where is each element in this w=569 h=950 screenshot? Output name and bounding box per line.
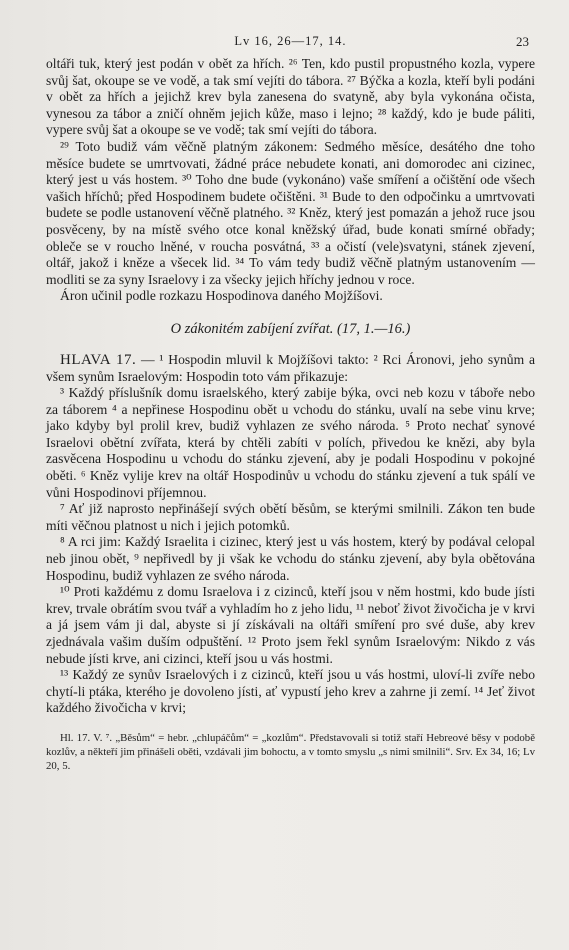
paragraph-verses-26-28: oltáři tuk, který jest podán v obět za hřích. ²⁶ Ten, kdo pustil propustného kozla, vypere svůj šat, okoupe se ve vodě, a tak smí vejíti do tábora. ²⁷ Býčka a kozla, kteří byli podáni v obět za hřích a jejichž krev byla zanesena do svatyně, aby byla vykonána očista, vynesou za tábor a zničí ohněm jejich kůže, maso i lejno; ²⁸ každý, kdo je bude páliti, vypere svůj šat a okoupe se ve vodě; tak smí vejíti do tábora. xyxy=(46,56,535,138)
section-title: O zákonitém zabíjení zvířat. (17, 1.—16.) xyxy=(170,320,411,337)
paragraph-aaron-obeyed: Áron učinil podle rozkazu Hospodinova daného Mojžíšovi. xyxy=(60,288,383,304)
running-header xyxy=(46,34,535,56)
paragraph-verses-13-14: ¹³ Každý ze synův Israelových i z cizinců, kteří jsou u vás hostmi, uloví-li zvíře nebo chytí-li ptáka, kterého je dovoleno jísti, ať vypustí jeho krev a zahrne ji zemí. ¹⁴ Jeť život každého živočicha v krvi; xyxy=(46,667,535,716)
page-body xyxy=(46,56,535,717)
footnote-text: Hl. 17. V. ⁷. „Běsům“ = hebr. „chlupáčům“ = „kozlům“. Představovali si totiž staří Hebreové běsy v podobě kozlův, a někteří jim přinášeli oběti, vzdávali jim bohoctu, a v tomto smyslu „s nimi smilnili“. Srv. Ex 34, 16; Lv 20, 5. xyxy=(46,731,535,772)
paragraph-verses-29-34: ²⁹ Toto budiž vám věčně platným zákonem: Sedmého měsíce, desátého dne toho měsíce budete se umrtvovati, žádné práce nebudete konati, ani domorodec ani cizinec, který jest u vás hostem. ³⁰ Toho dne bude (vykonáno) vaše smíření a očištění ode všech vašich hříchů; před Hospodinem budete očištěni. ³¹ Bude to den odpočinku a umrtvovati budete se podle ustanovení věčně platného. ³² Kněz, který jest pomazán a jehož ruce jsou posvěceny, by na místě svého otce konal kněžský úřad, bude konati smírné obřady; obleče se v roucho lněné, v roucha posvátná, ³³ a očistí (vele)svatyni, stánek zjevení, oltář, jakož i kněze a všecek lid. ³⁴ To vám tedy budiž věčně platným ustanovením — modliti se za syny Israelovy i za všecky jejich hříchy jednou v roce. xyxy=(46,138,535,287)
footnote xyxy=(46,731,535,773)
paragraph-verses-10-12: ¹⁰ Proti každému z domu Israelova i z cizinců, kteří jsou v něm hostmi, kdo bude jísti krev, trvale obrátím svou tvář a vyhladím ho z jeho lidu, ¹¹ neboť život živočicha je v krvi a já jsem vám ji dal, abyste si jí získávali na oltáři smíření pro své duše, aby krev zjednávala vašim duším odpuštění. ¹² Proto jsem řekl synům Israelovým: Nikdo z vás nebude jísti krve, ani cizinci, kteří jsou u vás hostmi. xyxy=(46,584,535,666)
running-title: Lv 16, 26—17, 14. xyxy=(234,34,347,48)
page-number: 23 xyxy=(516,34,529,49)
paragraph-verses-3-6: ³ Každý příslušník domu israelského, který zabije býka, ovci neb kozu v táboře nebo za táborem ⁴ a nepřinese Hospodinu obět u vchodu do stánku, uvalí na sebe vinu krve; jako kdyby byl prolil krev, budiž vyhlazen ze svého národa. ⁵ Proto nechať synové Israelovi obětní zvířata, která by chtěli zabíti v polích, přivedou ke knězi, aby byla zasvěcena Hospodinu u vchodu do stánku zjevení, aby je podali Hospodinu v pokojné oběti. ⁶ Kněz vylije krev na oltář Hospodinův u vchodu do stánku zjevení a tuk spálí ve vůni Hospodinovi příjemnou. xyxy=(46,385,535,500)
chapter-intro xyxy=(46,352,535,385)
chapter-intro-text: — ¹ Hospodin mluvil k Mojžíšovi takto: ² Rci Áronovi, jeho synům a všem synům Israelovým: Hospodin toto vám přikazuje: xyxy=(46,351,535,384)
chapter-label: HLAVA 17. xyxy=(60,351,137,368)
paragraph-verses-8-9: ⁸ A rci jim: Každý Israelita i cizinec, který jest u vás hostem, který by podával celopal neb jinou obět, ⁹ nepřivedl by ji však ke vchodu do stánku zjevení, aby byla obětována Hospodinu, budiž vyhlazen ze svého národa. xyxy=(46,534,535,583)
paragraph-verse-7: ⁷ Ať již naprosto nepřinášejí svých obětí běsům, se kterými smilnili. Zákon ten bude míti věčnou platnost u nich i jejich potomků. xyxy=(46,501,535,533)
